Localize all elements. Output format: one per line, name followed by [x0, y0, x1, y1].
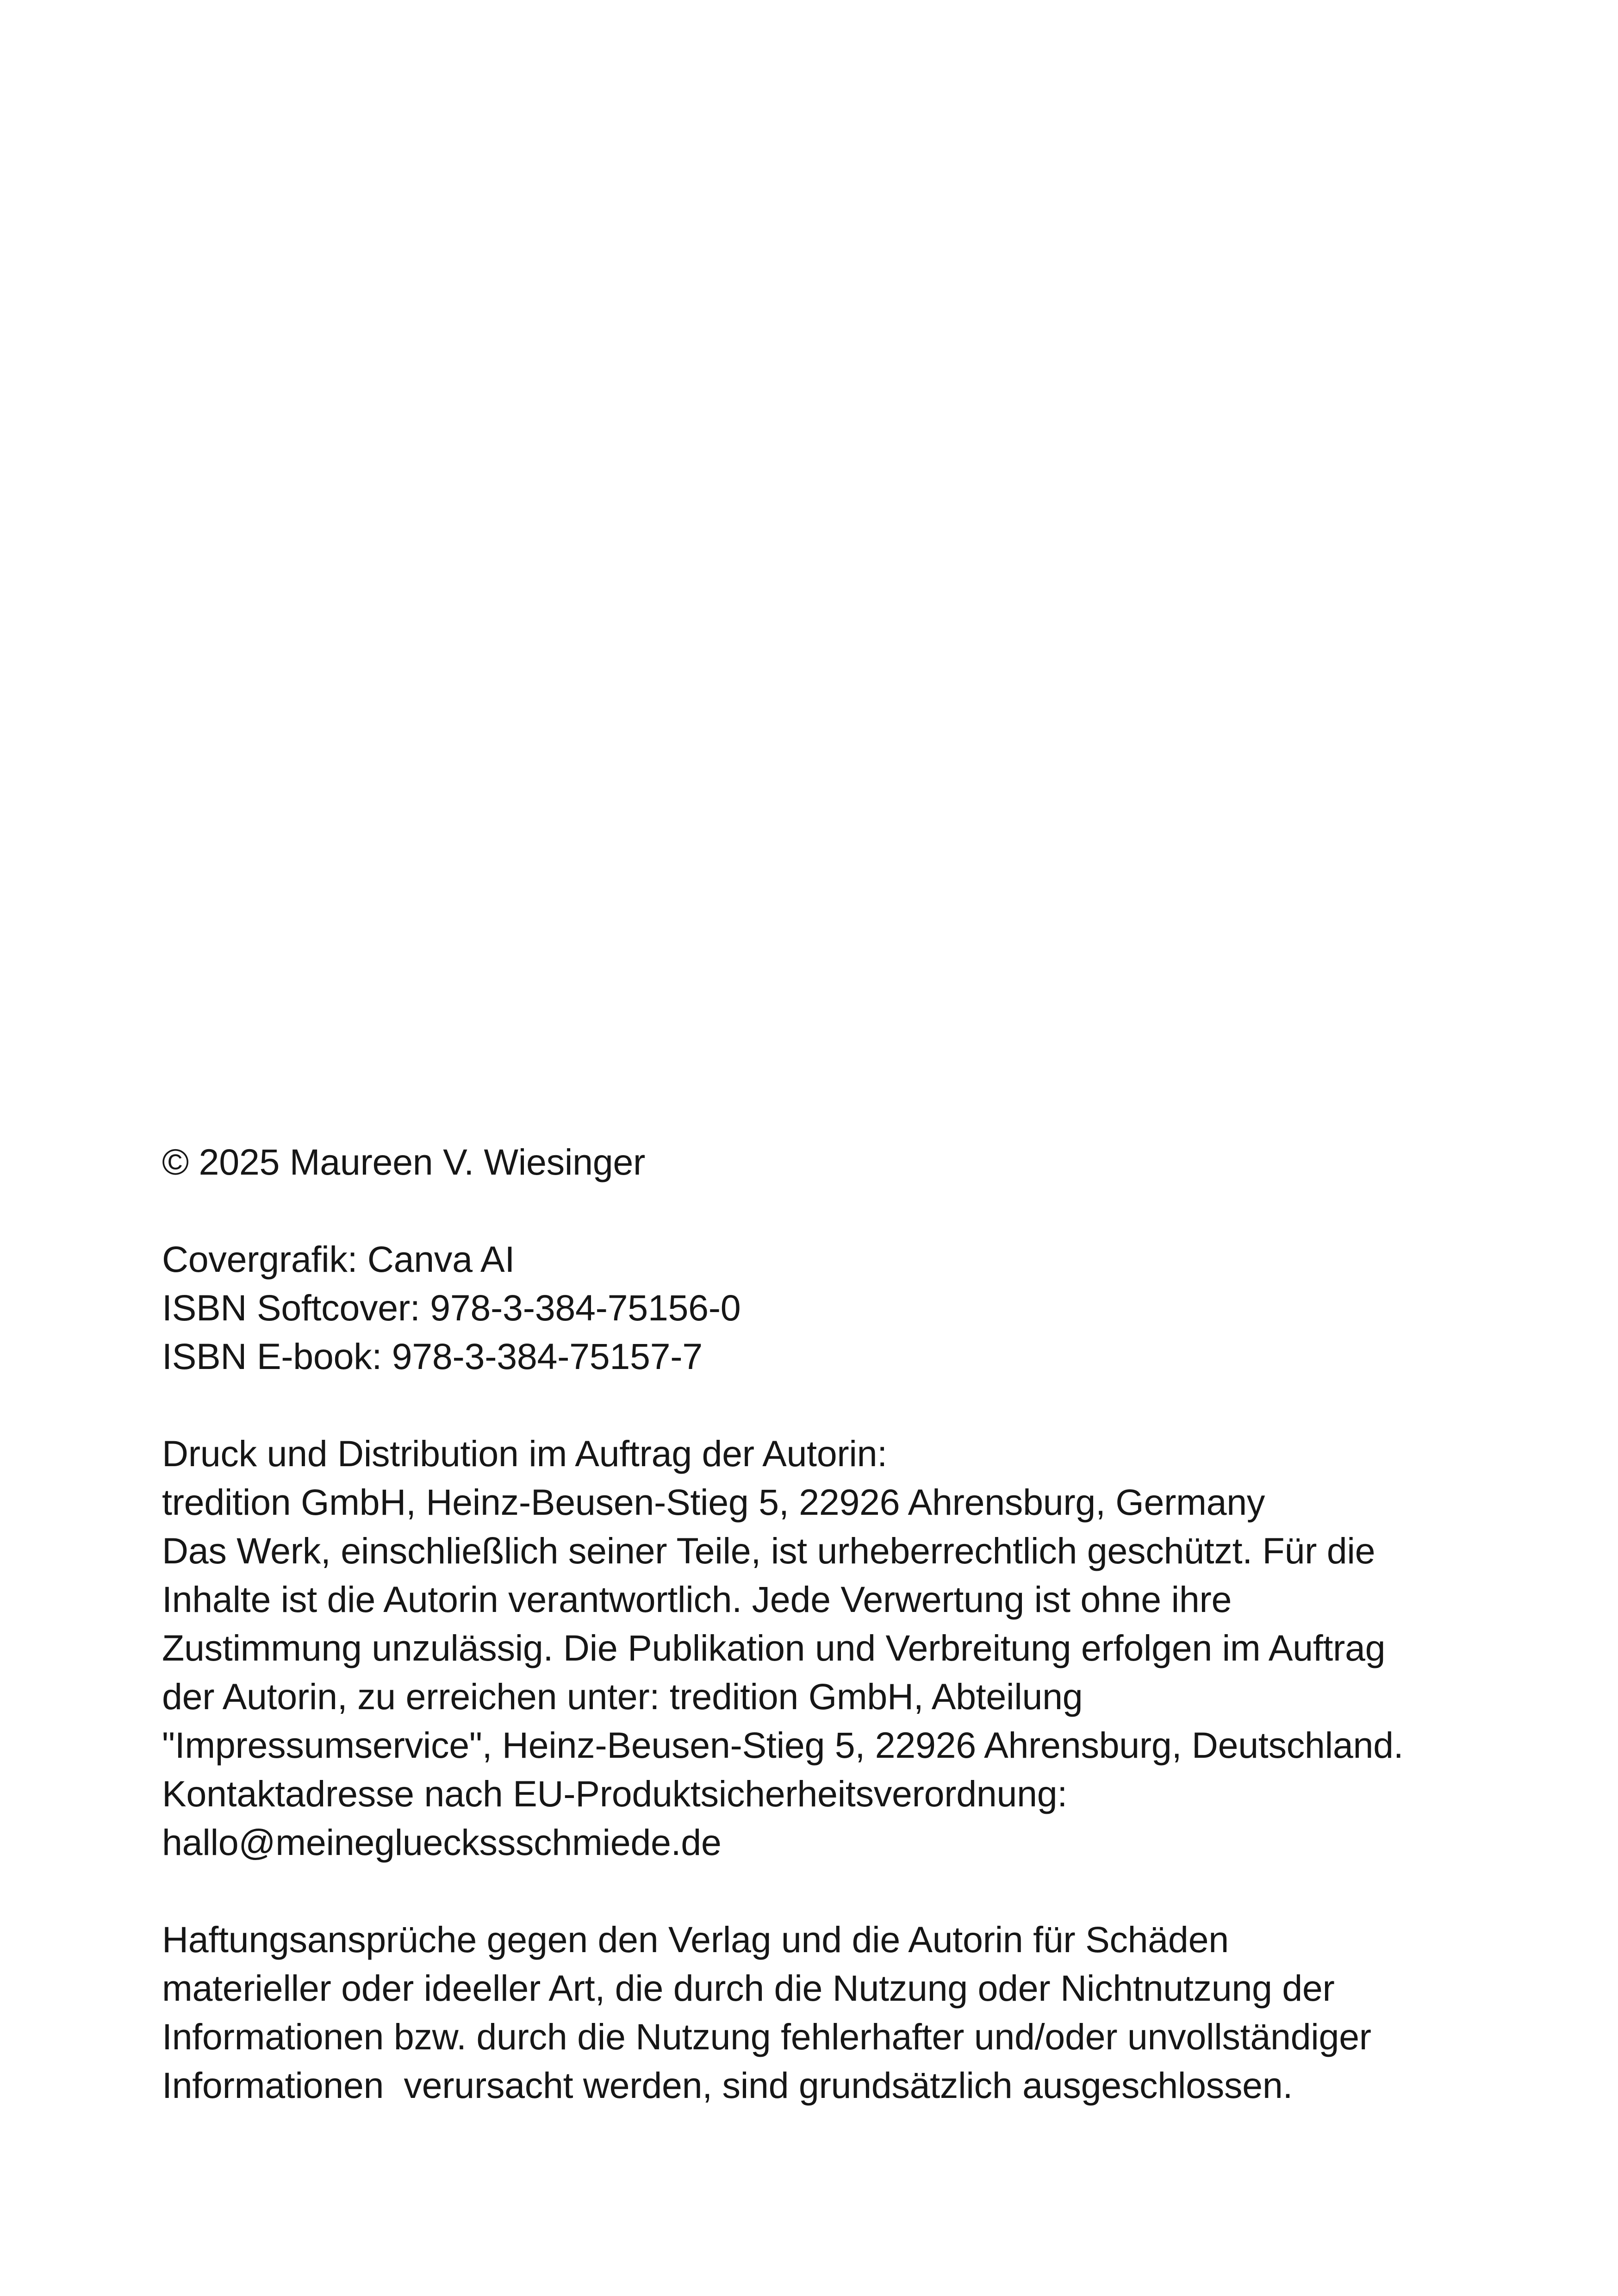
- copyright-line: © 2025 Maureen V. Wiesinger: [162, 1141, 646, 1182]
- isbn-softcover-line: ISBN Softcover: 978-3-384-75156-0: [162, 1287, 741, 1328]
- liability-line: Haftungsansprüche gegen den Verlag und die Autorin für Schäden: [162, 1919, 1229, 1960]
- distribution-line: "Impressumservice", Heinz-Beusen-Stieg 5, 22926 Ahrensburg, Deutschland.: [162, 1724, 1404, 1766]
- imprint-block: [162, 1138, 1550, 2109]
- liability-line: materieller oder ideeller Art, die durch die Nutzung oder Nichtnutzung der: [162, 1967, 1335, 2009]
- distribution-line: Zustimmung unzulässig. Die Publikation und Verbreitung erfolgen im Auftrag: [162, 1627, 1386, 1668]
- distribution-line: Inhalte ist die Autorin verantwortlich. Jede Verwertung ist ohne ihre: [162, 1579, 1232, 1620]
- distribution-line: Druck und Distribution im Auftrag der Autorin:: [162, 1433, 887, 1474]
- liability-line: Informationen verursacht werden, sind grundsätzlich ausgeschlossen.: [162, 2065, 1293, 2106]
- distribution-line: der Autorin, zu erreichen unter: tredition GmbH, Abteilung: [162, 1676, 1083, 1717]
- distribution-line: Das Werk, einschließlich seiner Teile, ist urheberrechtlich geschützt. Für die: [162, 1530, 1375, 1571]
- liability-line: Informationen bzw. durch die Nutzung fehlerhafter und/oder unvollständiger: [162, 2016, 1371, 2057]
- spacer: [162, 1186, 1550, 1235]
- distribution-line: Kontaktadresse nach EU-Produktsicherheitsverordnung:: [162, 1773, 1068, 1814]
- distribution-line: tredition GmbH, Heinz-Beusen-Stieg 5, 22926 Ahrensburg, Germany: [162, 1481, 1265, 1523]
- spacer: [162, 1381, 1550, 1429]
- isbn-ebook-line: ISBN E-book: 978-3-384-75157-7: [162, 1336, 703, 1377]
- contact-email: hallo@meineglueckssschmiede.de: [162, 1822, 722, 1863]
- spacer: [162, 1867, 1550, 1915]
- cover-credit-line: Covergrafik: Canva AI: [162, 1238, 515, 1280]
